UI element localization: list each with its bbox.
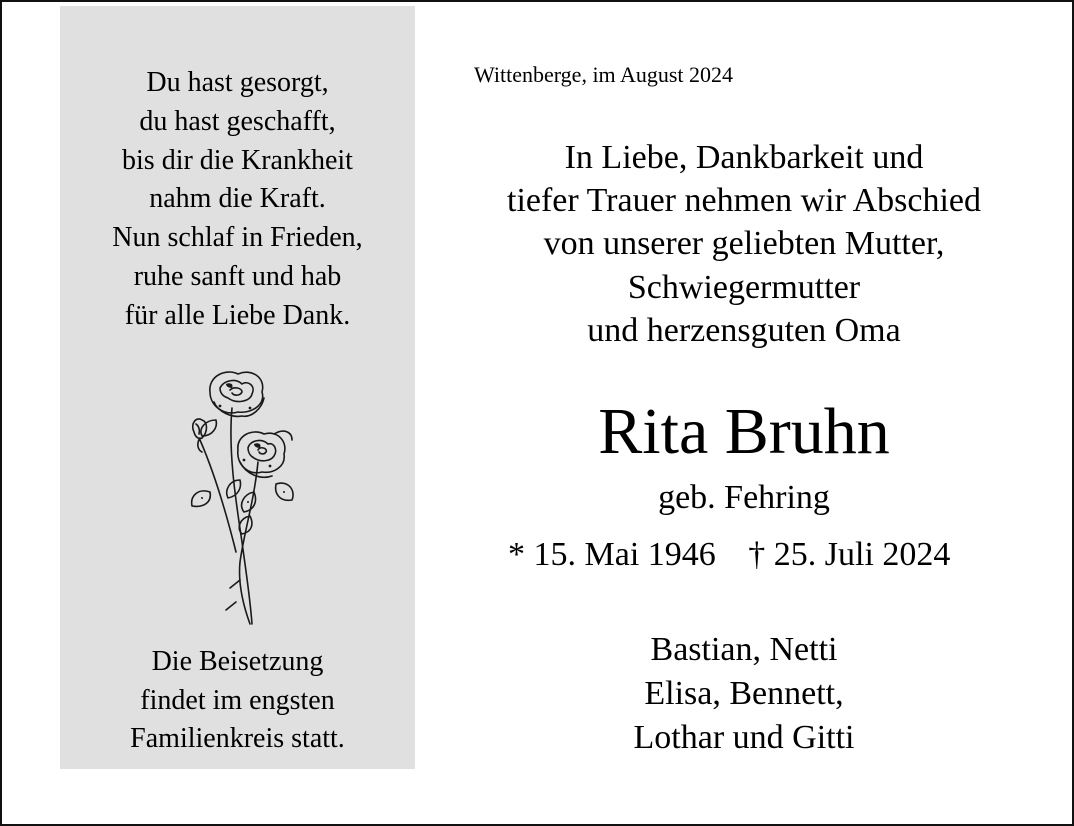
side-panel <box>60 6 415 769</box>
main-text <box>416 2 1072 822</box>
death-date: † 25. Juli 2024 <box>748 536 951 573</box>
place-date: Wittenberge, im August 2024 <box>474 62 734 87</box>
deceased-name: Rita Bruhn <box>598 395 890 468</box>
burial-note <box>60 643 415 759</box>
mourner-line: Elisa, Bennett, <box>644 675 844 712</box>
poem-line: du hast geschafft, <box>139 105 336 137</box>
poem-line: nahm die Kraft. <box>149 183 326 215</box>
intro-line: Schwiegermutter <box>627 268 861 306</box>
mourner-line: Lothar und Gitti <box>633 719 855 756</box>
intro-line: tiefer Trauer nehmen wir Abschied <box>507 182 981 220</box>
burial-line: Familienkreis statt. <box>130 723 345 754</box>
maiden-name: geb. Fehring <box>658 479 830 516</box>
intro-line: von unserer geliebten Mutter, <box>543 225 945 263</box>
burial-line: findet im engsten <box>140 684 335 716</box>
intro-line: und herzensguten Oma <box>587 311 901 349</box>
mourners <box>416 628 1072 760</box>
birth-date: * 15. Mai 1946 <box>508 536 716 573</box>
poem-line: Du hast gesorgt, <box>146 67 329 98</box>
life-dates <box>508 533 950 577</box>
poem-line: für alle Liebe Dank. <box>124 299 351 331</box>
intro-text <box>416 136 1072 352</box>
poem-line: Nun schlaf in Frieden, <box>112 222 363 254</box>
poem <box>60 64 415 336</box>
rose-illustration <box>180 362 300 628</box>
poem-line: bis dir die Krankheit <box>122 144 353 176</box>
intro-line: In Liebe, Dankbarkeit und <box>564 139 924 176</box>
mourner-line: Bastian, Netti <box>650 631 838 668</box>
poem-line: ruhe sanft und hab <box>133 260 342 292</box>
burial-line: Die Beisetzung <box>151 646 324 677</box>
